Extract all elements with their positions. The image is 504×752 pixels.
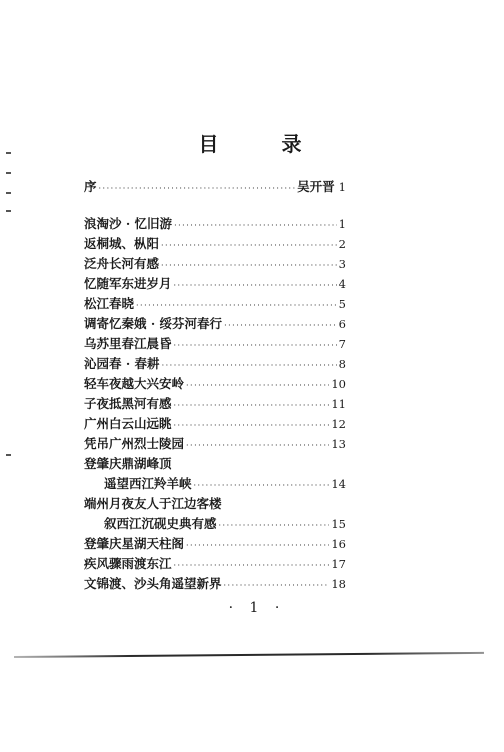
toc-entry xyxy=(104,514,346,532)
entry-page: 14 xyxy=(331,477,346,491)
toc-entry xyxy=(104,474,346,492)
entry-title-line2: 叙西江沉砚史典有感 xyxy=(104,516,217,531)
entry-page: 4 xyxy=(338,277,346,291)
toc-entry xyxy=(84,274,346,292)
entry-title: 返桐城、枞阳 xyxy=(84,236,160,251)
leader-dots xyxy=(194,481,330,490)
entry-page: 18 xyxy=(331,577,346,591)
entry-page: 12 xyxy=(331,417,346,431)
entry-title-line2: 遥望西江羚羊峡 xyxy=(104,476,192,491)
toc-entry xyxy=(84,434,346,452)
page-number: · 1 · xyxy=(228,600,286,616)
toc-entry xyxy=(84,254,346,272)
entry-page: 6 xyxy=(338,317,346,331)
toc-entry xyxy=(84,334,346,352)
entry-title: 忆随军东进岁月 xyxy=(84,276,172,291)
toc-entry xyxy=(84,534,346,552)
toc-entry xyxy=(84,234,346,252)
toc-entry xyxy=(84,554,346,572)
entry-title-line1: 端州月夜友人于江边客楼 xyxy=(84,496,222,511)
entry-page: 10 xyxy=(331,377,346,391)
leader-dots xyxy=(174,341,337,350)
scan-mark xyxy=(6,192,11,194)
entry-title: 浪淘沙 · 忆旧游 xyxy=(84,216,173,231)
leader-dots xyxy=(162,361,337,370)
leader-dots xyxy=(174,401,330,410)
entry-title: 乌苏里春江晨昏 xyxy=(84,336,172,351)
entry-title: 广州白云山远眺 xyxy=(84,416,172,431)
preface-label: 序 xyxy=(84,179,97,194)
entry-page: 7 xyxy=(338,337,346,351)
preface-page: 1 xyxy=(338,180,346,194)
scan-mark xyxy=(6,172,11,174)
entry-title: 泛舟长河有感 xyxy=(84,256,160,271)
entry-title-line1: 登肇庆鼎湖峰顶 xyxy=(84,456,172,471)
entry-page: 13 xyxy=(331,437,346,451)
leader-dots xyxy=(186,441,329,450)
entry-title: 文锦渡、沙头角遥望新界 xyxy=(84,576,222,591)
entry-page: 1 xyxy=(338,217,346,231)
leader-dots xyxy=(224,581,330,590)
leader-dots xyxy=(186,541,329,550)
entry-page: 3 xyxy=(338,257,346,271)
leader-dots xyxy=(219,521,330,530)
toc-entry xyxy=(84,414,346,432)
entry-title: 松江春晓 xyxy=(84,296,135,311)
leader-dots xyxy=(174,561,330,570)
entry-title: 子夜抵黑河有感 xyxy=(84,396,172,411)
toc-entry xyxy=(84,394,346,412)
entry-title: 登肇庆星湖天柱阁 xyxy=(84,536,185,551)
entry-title: 沁园春 · 春耕 xyxy=(84,356,160,371)
entry-page: 8 xyxy=(338,357,346,371)
entry-page: 15 xyxy=(331,517,346,531)
toc-preface xyxy=(84,177,346,195)
toc-entry xyxy=(84,374,346,392)
leader-dots xyxy=(174,421,330,430)
toc-entry xyxy=(84,574,346,592)
toc-entry xyxy=(84,354,346,372)
scan-mark xyxy=(6,210,11,212)
entry-page: 17 xyxy=(331,557,346,571)
toc-entry xyxy=(84,314,346,332)
leader-dots xyxy=(161,241,337,250)
leader-dots xyxy=(224,321,337,330)
entry-title: 轻车夜越大兴安岭 xyxy=(84,376,185,391)
bottom-rule xyxy=(14,652,484,658)
leader-dots xyxy=(174,221,337,230)
toc-entry xyxy=(84,294,346,312)
entry-page: 2 xyxy=(338,237,346,251)
leader-dots xyxy=(174,281,337,290)
entry-page: 16 xyxy=(331,537,346,551)
page-title: 目 录 xyxy=(198,132,330,156)
leader-dots xyxy=(186,381,329,390)
toc-entry xyxy=(84,214,346,232)
entry-title: 调寄忆秦娥 · 绥芬河春行 xyxy=(84,316,223,331)
scan-mark xyxy=(6,454,11,456)
leader-dots xyxy=(99,184,296,193)
leader-dots xyxy=(161,261,337,270)
leader-dots xyxy=(136,301,337,310)
entry-page: 5 xyxy=(338,297,346,311)
preface-author: 吴开晋 xyxy=(297,179,335,194)
entry-page: 11 xyxy=(331,397,346,411)
entry-title: 凭吊广州烈士陵园 xyxy=(84,436,185,451)
entry-title: 疾风骤雨渡东江 xyxy=(84,556,172,571)
